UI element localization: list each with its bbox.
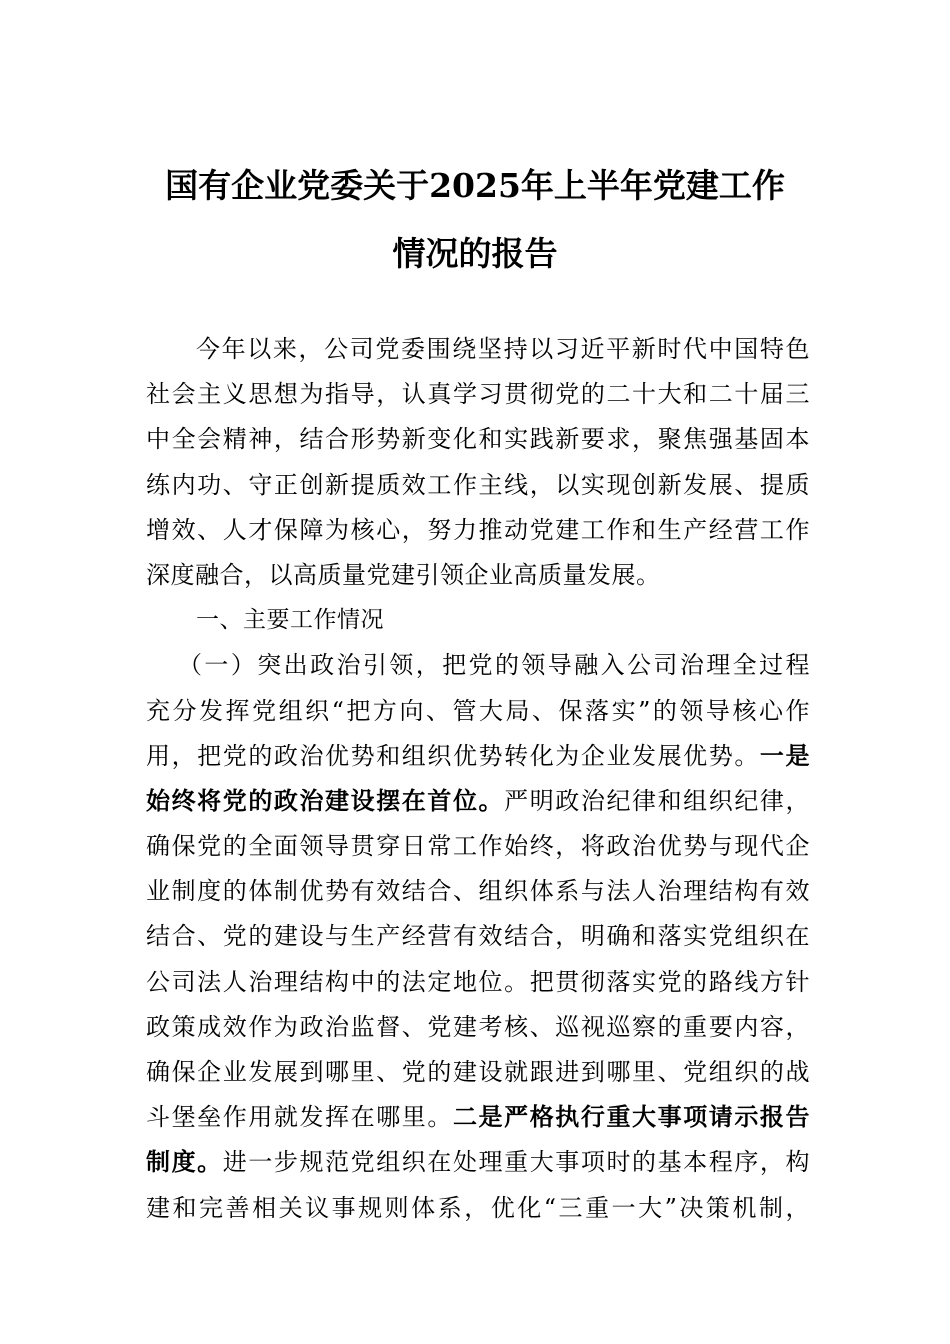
body-line — [146, 1057, 810, 1102]
bold-text-segment: 二是严格执行重大事项请示报告 — [452, 1102, 811, 1132]
body-line — [146, 876, 810, 921]
text-segment: 建和完善相关议事规则体系，优化“三重一大”决策机制， — [146, 1193, 810, 1222]
text-segment: 政策成效作为政治监督、党建考核、巡视巡察的重要内容， — [146, 1012, 810, 1041]
text-segment: 确保企业发展到哪里、党的建设就跟进到哪里、党组织的战 — [146, 1058, 810, 1086]
bold-text-segment: 始终将党的政治建设摆在首位。 — [146, 785, 505, 815]
body-line — [146, 696, 810, 741]
text-segment: 确保党的全面领导贯穿日常工作始终，将政治优势与现代企 — [146, 832, 810, 861]
body-line — [146, 831, 810, 876]
body-line — [146, 1193, 810, 1238]
text-segment: 充分发挥党组织“把方向、管大局、保落实”的领导核心作 — [146, 696, 810, 725]
text-segment: 斗堡垒作用就发挥在哪里。 — [146, 1103, 453, 1132]
document-title-line-1: 国有企业党委关于2025年上半年党建工作 — [165, 166, 785, 205]
body-line — [146, 967, 810, 1012]
section-heading — [146, 605, 810, 650]
body-line — [146, 1012, 810, 1057]
bold-text-segment: 制度。 — [146, 1147, 223, 1177]
text-segment: 严明政治纪律和组织纪律， — [504, 786, 811, 815]
text-segment: 用，把党的政治优势和组织优势转化为企业发展优势。 — [146, 741, 760, 770]
body-line — [146, 560, 810, 605]
body-line — [146, 1102, 810, 1147]
body-line — [146, 424, 810, 469]
text-segment: 增效、人才保障为核心，努力推动党建工作和生产经营工作 — [146, 515, 810, 544]
document-body — [146, 334, 810, 1238]
text-segment: （一）突出政治引领，把党的领导融入公司治理全过程 — [178, 651, 810, 680]
body-line — [146, 921, 810, 966]
body-line — [146, 741, 810, 786]
body-line — [146, 786, 810, 831]
text-segment: 一、主要工作情况 — [196, 607, 384, 634]
text-segment: 公司法人治理结构中的法定地位。把贯彻落实党的路线方针 — [146, 967, 810, 996]
text-segment: 结合、党的建设与生产经营有效结合，明确和落实党组织在 — [146, 922, 810, 951]
text-segment: 进一步规范党组织在处理重大事项时的基本程序，构 — [222, 1148, 811, 1177]
body-line — [146, 515, 810, 560]
text-segment: 深度融合，以高质量党建引领企业高质量发展。 — [146, 560, 661, 589]
body-line — [146, 1147, 810, 1192]
text-segment: 中全会精神，结合形势新变化和实践新要求，聚焦强基固本 — [146, 425, 810, 454]
document-title-line-2: 情况的报告 — [392, 234, 558, 273]
text-segment: 业制度的体制优势有效结合、组织体系与法人治理结构有效 — [146, 877, 810, 906]
body-line — [146, 334, 810, 379]
text-segment: 社会主义思想为指导，认真学习贯彻党的二十大和二十届三 — [146, 380, 810, 409]
bold-text-segment: 一是 — [759, 740, 811, 770]
subsection-heading-line — [146, 650, 810, 695]
text-segment: 练内功、守正创新提质效工作主线，以实现创新发展、提质 — [146, 470, 810, 499]
body-line — [146, 470, 810, 515]
text-segment: 今年以来，公司党委围绕坚持以习近平新时代中国特色 — [196, 335, 810, 363]
body-line — [146, 379, 810, 424]
